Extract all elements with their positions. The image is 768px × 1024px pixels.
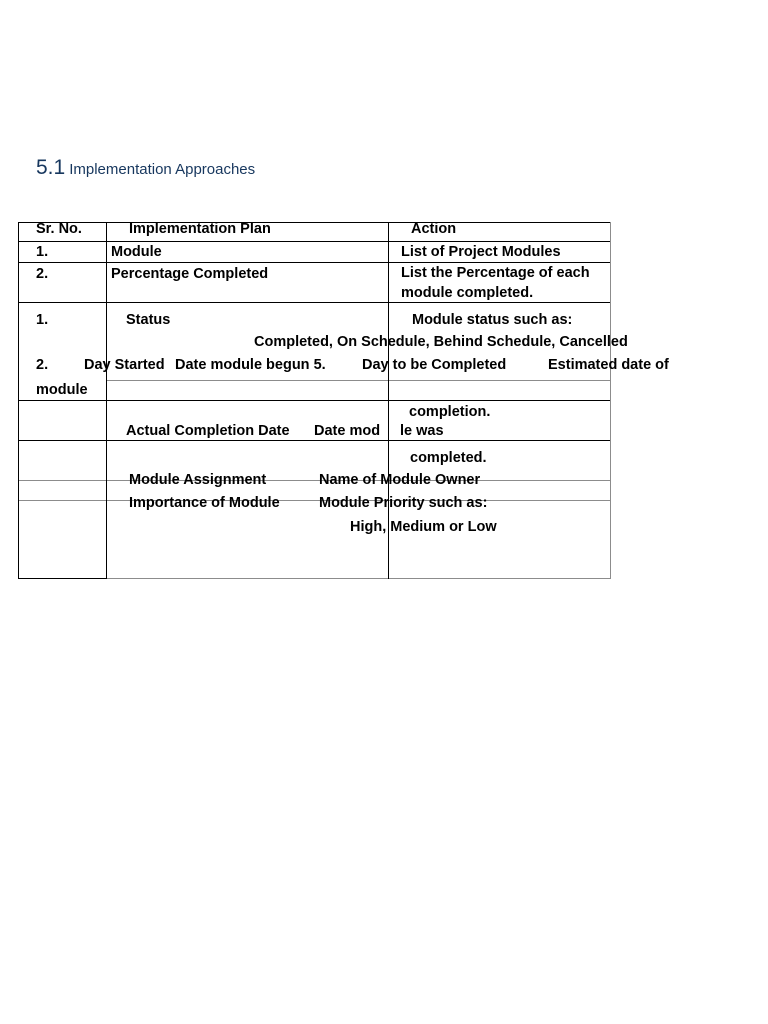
day-started-sr: 2. <box>36 357 49 373</box>
module-word: module <box>36 382 88 398</box>
importance-action: Module Priority such as: <box>319 495 488 511</box>
module-assignment-plan: Module Assignment <box>129 472 267 488</box>
section-number: 5.1 <box>36 156 66 179</box>
status-sr: 1. <box>36 312 49 328</box>
completion-word: completion. <box>409 404 491 420</box>
table-border-bottom <box>106 578 611 579</box>
actual-completion-action-b: le was <box>400 423 444 439</box>
section-title: Implementation Approaches <box>69 161 256 178</box>
priority-values: High, Medium or Low <box>350 519 497 535</box>
header-sr-no: Sr. No. <box>36 221 82 237</box>
row2-plan: Percentage Completed <box>111 266 269 282</box>
table-border-right <box>610 222 611 579</box>
table-col-divider <box>106 222 107 579</box>
row2-action-line2: module completed. <box>401 285 534 301</box>
importance-plan: Importance of Module <box>129 495 280 511</box>
completed-word: completed. <box>410 450 487 466</box>
status-action: Module status such as: <box>412 312 573 328</box>
row1-sr: 1. <box>36 244 49 260</box>
table-border-bottom-left <box>18 578 107 579</box>
module-assignment-action: Name of Module Owner <box>319 472 481 488</box>
section-heading <box>36 156 255 180</box>
table-border-left <box>18 222 19 579</box>
row1-plan: Module <box>111 244 162 260</box>
day-to-complete-action: Estimated date of <box>548 357 669 373</box>
status-plan: Status <box>126 312 171 328</box>
row2-action-line1: List the Percentage of each <box>401 265 590 281</box>
actual-completion-plan: Actual Completion Date <box>126 423 290 439</box>
status-values: Completed, On Schedule, Behind Schedule, Cancelled <box>254 334 628 350</box>
header-action: Action <box>411 221 457 237</box>
row1-action: List of Project Modules <box>401 244 561 260</box>
day-started-action: Date module begun 5. <box>175 357 326 373</box>
actual-completion-action-a: Date mod <box>314 423 381 439</box>
day-to-complete-plan: Day to be Completed <box>362 357 507 373</box>
row2-sr: 2. <box>36 266 49 282</box>
table-rule <box>106 380 611 381</box>
header-implementation-plan: Implementation Plan <box>129 221 271 237</box>
day-started-plan: Day Started <box>84 357 165 373</box>
